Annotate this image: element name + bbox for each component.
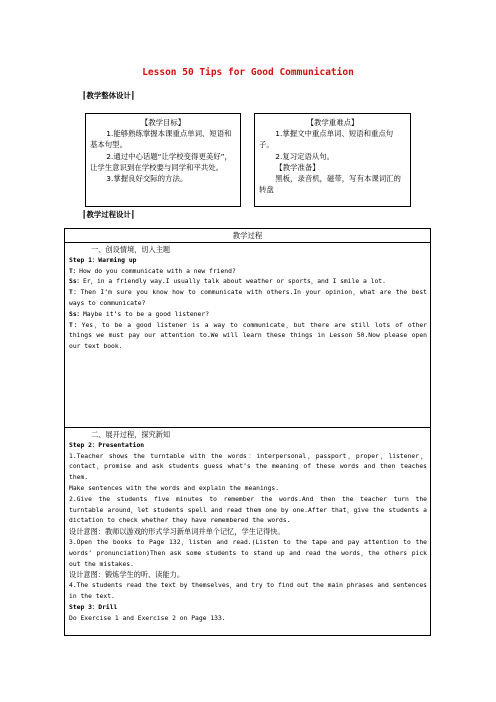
utterance: How do you communicate with a new friend? xyxy=(79,267,236,275)
step2-label: Step 2：Presentation xyxy=(69,441,145,449)
step3-label: Step 3：Drill xyxy=(69,603,118,611)
dialogue-line xyxy=(69,321,427,353)
dialogue-line xyxy=(69,310,427,321)
focus-item: 2.复习定语从句。 xyxy=(275,151,335,161)
step-item: 4.The students read the text by themselves，and try to find out the main phrases and sentences in the text. xyxy=(69,582,427,600)
utterance: Then I’m sure you know how to communicate with others.In your opinion，what are the best ways to communicate? xyxy=(69,289,427,307)
prep-text: 黑板，录音机，磁带，写有本课词汇的转盘 xyxy=(259,174,401,195)
process-design-heading: ┃教学过程设计┃ xyxy=(82,210,136,219)
overall-design-heading: ┃教学整体设计┃ xyxy=(82,91,136,100)
speaker: T： xyxy=(69,289,81,297)
goals-heading: 【教学目标】 xyxy=(140,118,186,127)
utterance: Er，in a friendly way.I usually talk about weather or sports，and I smile a lot. xyxy=(82,278,386,286)
part1-heading: 一、创设情境，切入主题 xyxy=(91,245,171,254)
utterance: Maybe it’s to be a good listener? xyxy=(82,310,210,318)
part2-heading: 二、展开过程，探究新知 xyxy=(91,430,171,439)
step1-label: Step 1：Warming up xyxy=(69,256,137,264)
dialogue-line xyxy=(69,288,427,310)
goals-box xyxy=(85,113,241,207)
focus-box xyxy=(254,113,411,207)
speaker: Ss： xyxy=(69,310,83,318)
speaker: T： xyxy=(69,267,80,275)
step-item: 3.Open the books to Page 132，listen and read.(Listen to the tape and pay attention to the words’ pronunciation)Then ask some students to stand up and read the words，the others pick out the mistakes. xyxy=(69,538,427,568)
dialogue-line xyxy=(69,277,427,288)
dialogue-line xyxy=(69,267,427,278)
prep-heading: 【教学准备】 xyxy=(275,162,320,172)
utterance: Yes，to be a good listener is a way to communicate，but there are still lots of other things we must pay our attention to.We will learn these things in Lesson 50.Now please open our text book. xyxy=(69,321,427,351)
drill-text: Do Exercise 1 and Exercise 2 on Page 133. xyxy=(69,614,226,622)
step-item: 1.Teacher shows the turntable with the words：interpersonal，passport，proper，listener，contact，promise and ask students guess what’s the meaning of these words and then teaches them. xyxy=(69,452,427,482)
process-table-header: 教学过程 xyxy=(65,229,430,243)
focus-item: 1.掌握文中重点单词、短语和重点句子。 xyxy=(259,129,394,150)
focus-heading: 【教学重难点】 xyxy=(306,118,359,127)
process-part1 xyxy=(65,243,430,428)
step-item: Make sentences with the words and explain the meanings. xyxy=(69,484,280,492)
process-part2 xyxy=(65,428,430,624)
goal-item: 3.掌握良好交际的方法。 xyxy=(106,174,188,184)
speaker: Ss： xyxy=(69,278,83,286)
speaker: T： xyxy=(69,321,82,329)
page-title: Lesson 50 Tips for Good Communication xyxy=(142,67,354,78)
process-table xyxy=(64,228,431,636)
goal-item: 2.通过中心话题“让学校变得更美好”，让学生意识到在学校要与同学和平共处。 xyxy=(90,151,232,172)
goal-item: 1.能够熟练掌握本课重点单词、短语和基本句型。 xyxy=(90,129,232,150)
design-intent: 设计意图：锻炼学生的听、读能力。 xyxy=(69,570,185,580)
step-item: 2.Give the students five minutes to remember the words.And then the teacher turn the turntable around，let students spell and read them one by one.After that，give the students a dictation to check whether they have remembered the words. xyxy=(69,495,427,525)
design-intent: 设计意图：教师以游戏的形式学习新单词并单个记忆，学生记得快。 xyxy=(69,527,285,537)
